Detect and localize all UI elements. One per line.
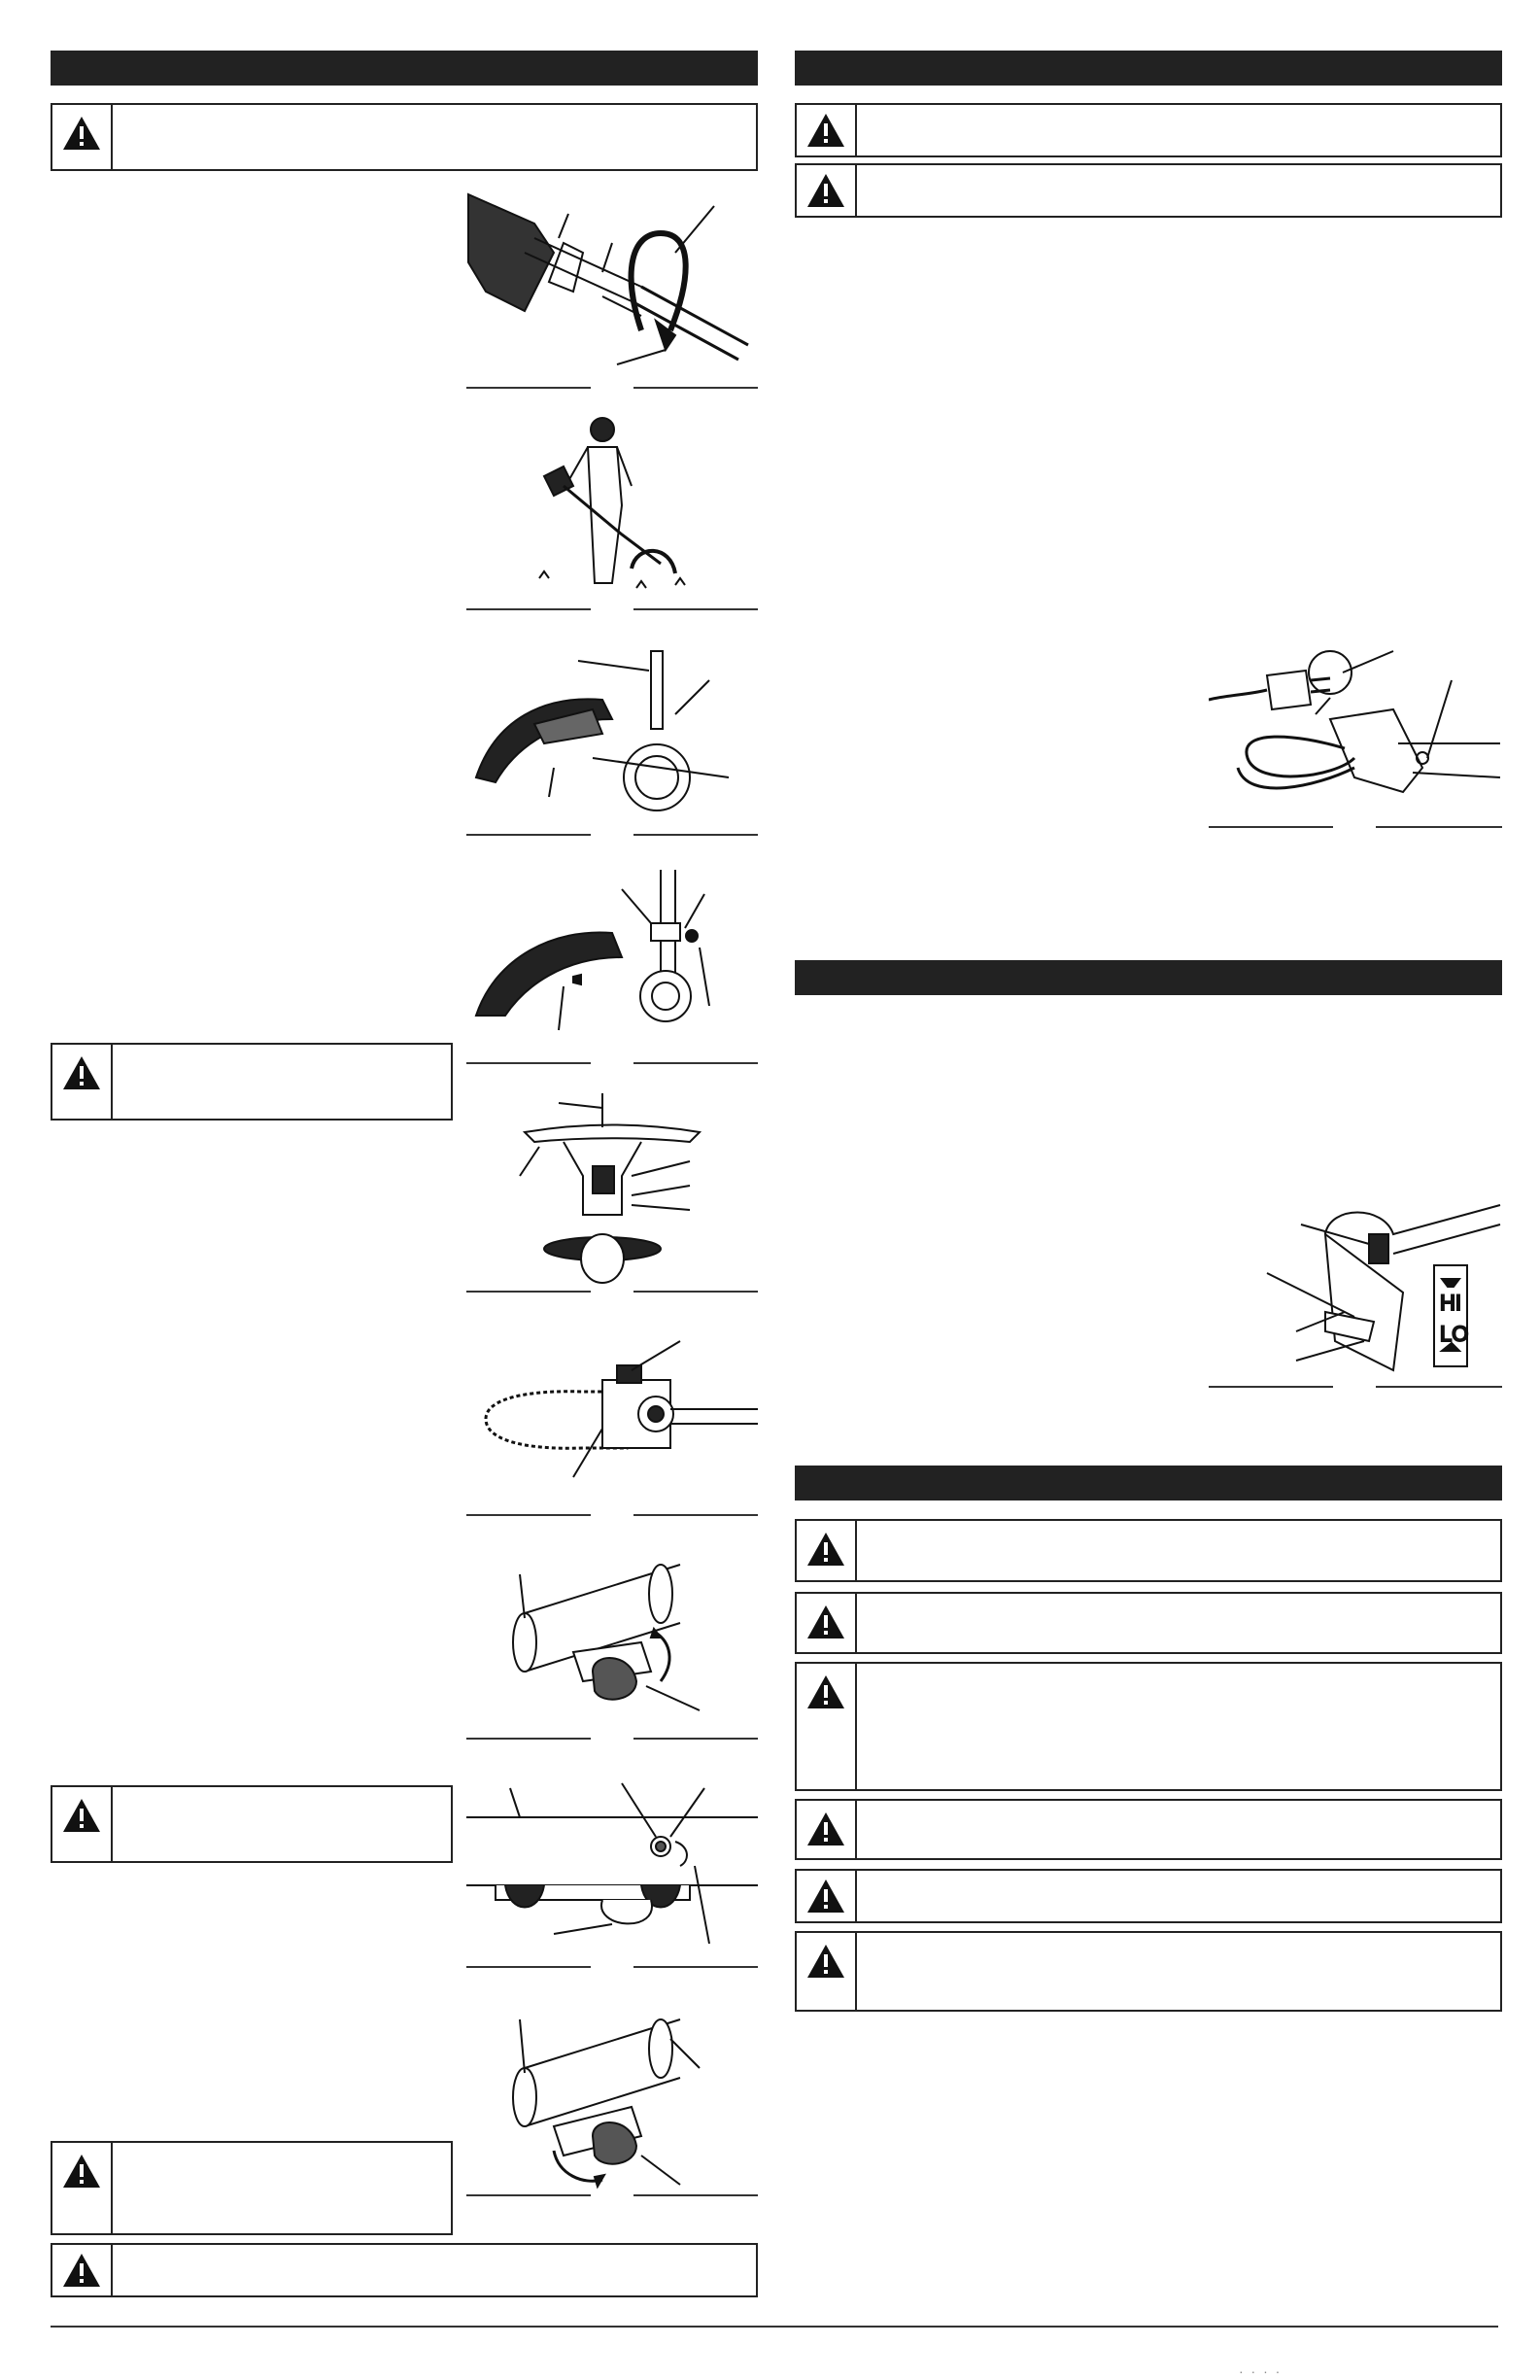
warning-box-10 — [795, 1662, 1502, 1791]
warning-icon — [52, 2245, 113, 2295]
figure-extension-cord — [1209, 622, 1502, 828]
figure-guard-installation — [466, 641, 758, 836]
warning-box-4 — [51, 2141, 453, 2235]
figure-speed-switch — [1209, 1195, 1502, 1388]
left-section-header-bar — [51, 51, 758, 86]
footer-code: · · · · — [1239, 2363, 1283, 2379]
figure-handle-assembly — [466, 185, 758, 389]
warning-icon — [797, 1664, 857, 1789]
right-section-header-bar-3 — [795, 1466, 1502, 1500]
warning-icon — [52, 1787, 113, 1861]
warning-box-9 — [795, 1592, 1502, 1654]
warning-box-6 — [795, 103, 1502, 157]
figure-pruner-attachment — [466, 1322, 758, 1516]
warning-box-5 — [51, 2243, 758, 2297]
warning-icon — [52, 105, 113, 169]
hi-label: HI — [1440, 1291, 1461, 1315]
warning-icon — [797, 165, 857, 216]
warning-box-11 — [795, 1799, 1502, 1860]
right-section-header-bar-1 — [795, 51, 1502, 86]
warning-box-7 — [795, 163, 1502, 218]
lo-label: LO — [1440, 1322, 1469, 1346]
warning-icon — [797, 105, 857, 155]
warning-icon — [797, 1594, 857, 1652]
warning-box-2 — [51, 1043, 453, 1121]
warning-icon — [797, 1521, 857, 1580]
figure-guard-underside — [466, 1088, 758, 1293]
right-section-header-bar-2 — [795, 960, 1502, 995]
footer-rule — [51, 2326, 1498, 2328]
figure-coupler-release — [466, 1774, 758, 1968]
warning-icon — [797, 1871, 857, 1921]
figure-guard-hardware — [466, 870, 758, 1064]
warning-icon — [52, 2143, 113, 2233]
figure-coupler-knob — [466, 1545, 758, 1740]
warning-box-1 — [51, 103, 758, 171]
warning-box-3 — [51, 1785, 453, 1863]
warning-box-13 — [795, 1931, 1502, 2012]
warning-box-12 — [795, 1869, 1502, 1923]
figure-coupler-tighten — [466, 2000, 758, 2196]
warning-icon — [797, 1933, 857, 2010]
warning-icon — [797, 1801, 857, 1858]
warning-box-8 — [795, 1519, 1502, 1582]
warning-icon — [52, 1045, 113, 1119]
figure-operating-position — [466, 408, 758, 610]
